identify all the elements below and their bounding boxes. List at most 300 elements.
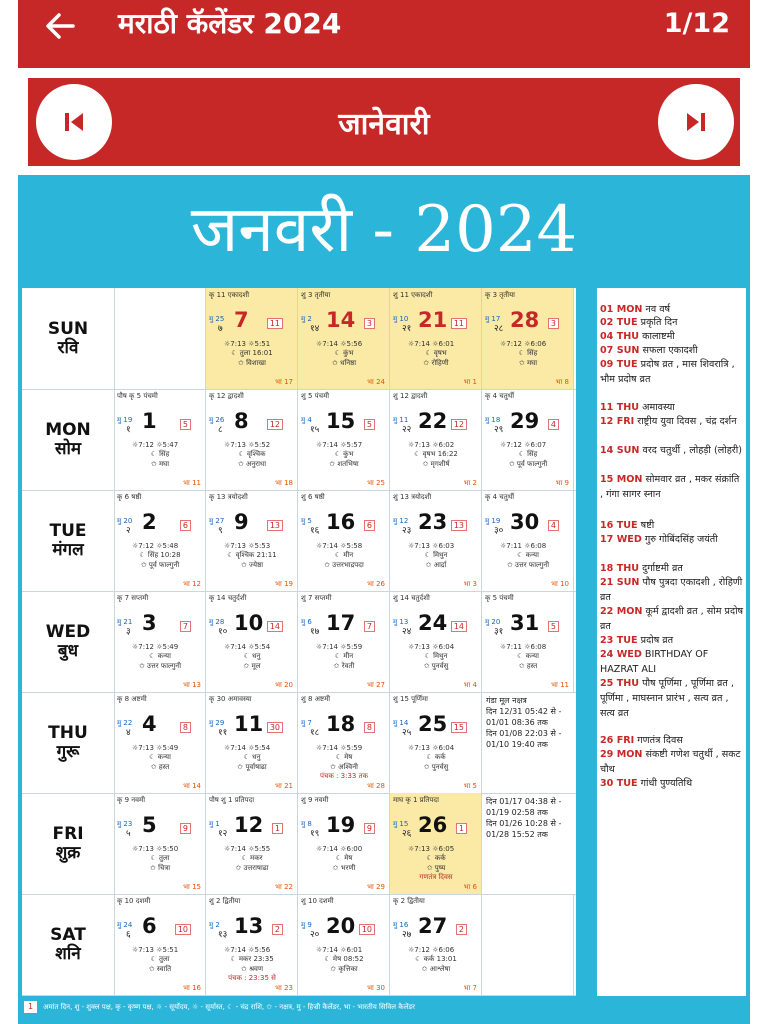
date-cell[interactable] — [114, 591, 206, 692]
nakshatra: ✩ उत्तरभाद्रपदा — [324, 561, 364, 569]
tithi-number-badge: 1 — [456, 823, 467, 834]
tithi-number-badge: 15 — [451, 722, 467, 733]
moon-sign: ☾ मिथुन — [424, 652, 448, 660]
tithi-number-badge: 2 — [272, 924, 283, 935]
nakshatra: ✩ मघा — [518, 359, 538, 367]
nakshatra: ✩ पुनर्वसु — [423, 662, 449, 670]
hijri-date: मु 24 — [117, 921, 133, 929]
tithi-number-badge: 11 — [451, 318, 467, 329]
hijri-date: मु 22 — [117, 719, 133, 727]
indian-civil-date: भा 27 — [367, 681, 385, 689]
tithi-number-badge: 13 — [451, 520, 467, 531]
nakshatra: ✩ पूर्व फाल्गुनी — [140, 561, 180, 569]
gregorian-date: 10 — [234, 611, 264, 635]
event-date: 29 MON — [600, 749, 643, 760]
marathi-numeral-date: १ — [126, 425, 131, 435]
gregorian-date: 24 — [418, 611, 448, 635]
date-cell[interactable] — [482, 591, 574, 692]
tithi-label: शु 5 पंचमी — [301, 392, 330, 400]
event-date: 16 TUE — [600, 520, 638, 531]
event-item — [600, 647, 744, 677]
moon-sign: ☾ तुला 16:01 — [231, 349, 273, 357]
event-date: 23 TUE — [600, 635, 638, 646]
event-title: गुरु गोबिंदसिंह जयंती — [644, 534, 718, 545]
calendar-title: जनवरी - 2024 — [190, 193, 578, 267]
calendar-week-row — [22, 894, 576, 996]
gregorian-date: 15 — [326, 409, 356, 433]
date-cell[interactable] — [206, 389, 298, 490]
nakshatra: ✩ हस्त — [518, 662, 538, 670]
tithi-number-badge: 3 — [548, 318, 559, 329]
indian-civil-date: भा 14 — [183, 782, 201, 790]
marathi-numeral-date: २२ — [402, 425, 412, 435]
page-indicator: 1/12 — [663, 8, 730, 39]
calendar-week-row — [22, 692, 576, 794]
event-item — [600, 532, 744, 547]
date-cell[interactable] — [114, 894, 206, 995]
marathi-numeral-date: २० — [310, 930, 320, 940]
moon-sign: ☾ कन्या — [149, 652, 171, 660]
indian-civil-date: भा 5 — [463, 782, 477, 790]
moon-sign: ☾ मेष 08:52 — [324, 955, 364, 963]
date-cell[interactable] — [114, 793, 206, 894]
moon-sign: ☾ तुला — [150, 854, 170, 862]
sunrise-sunset-times: ☼7:13 ☼5:50 — [132, 845, 179, 853]
sunrise-sunset-times: ☼7:14 ☼5:54 — [224, 744, 271, 752]
marathi-numeral-date: १५ — [310, 425, 320, 435]
calendar-week-row — [22, 389, 576, 491]
event-date: 11 THU — [600, 402, 640, 413]
nakshatra: ✩ उत्तर फाल्गुनी — [138, 662, 182, 670]
marathi-numeral-date: २ — [126, 526, 131, 536]
marathi-numeral-date: १४ — [310, 324, 320, 334]
tithi-number-badge: 6 — [180, 520, 191, 531]
event-date: 09 TUE — [600, 359, 638, 370]
tithi-label: कृ 10 दशमी — [117, 897, 151, 905]
date-cell[interactable] — [298, 490, 390, 591]
weekday-marathi: गुरू — [56, 741, 80, 762]
date-cell[interactable] — [390, 490, 482, 591]
date-cell[interactable] — [206, 490, 298, 591]
event-item — [600, 604, 744, 634]
moon-sign: ☾ मकर — [241, 854, 263, 862]
weekday-label — [22, 288, 115, 389]
hijri-date: मु 23 — [117, 820, 133, 828]
tithi-number-badge: 12 — [451, 419, 467, 430]
gregorian-date: 4 — [142, 712, 157, 736]
tithi-number-badge: 4 — [548, 520, 559, 531]
gregorian-date: 8 — [234, 409, 249, 433]
hijri-date: मु 16 — [393, 921, 409, 929]
gregorian-date: 26 — [418, 813, 448, 837]
tithi-label: कृ 6 षष्ठी — [117, 493, 142, 501]
sunrise-sunset-times: ☼7:13 ☼5:53 — [224, 542, 271, 550]
event-item — [600, 443, 744, 458]
moon-sign: ☾ मिथुन — [424, 551, 448, 559]
sunrise-sunset-times: ☼7:13 ☼5:51 — [132, 946, 179, 954]
tithi-number-badge: 11 — [267, 318, 283, 329]
event-title: गांधी पुण्यतिथि — [640, 778, 693, 789]
gregorian-date: 25 — [418, 712, 448, 736]
event-date: 07 SUN — [600, 345, 640, 356]
gregorian-date: 16 — [326, 510, 356, 534]
events-panel — [597, 288, 746, 996]
event-title: प्रदोष व्रत , मास शिवरात्रि , भौम प्रदोष व्रत — [600, 359, 735, 385]
event-title: षष्टी — [640, 520, 655, 531]
date-cell[interactable] — [390, 591, 482, 692]
tithi-number-badge: 6 — [364, 520, 375, 531]
weekday-english: SUN — [47, 318, 89, 339]
nakshatra: ✩ पुनर्वसु — [423, 763, 449, 771]
tithi-number-badge: 14 — [451, 621, 467, 632]
tithi-number-badge: 5 — [180, 419, 191, 430]
indian-civil-date: भा 22 — [275, 883, 293, 891]
marathi-numeral-date: २६ — [402, 829, 412, 839]
date-cell[interactable] — [298, 389, 390, 490]
hijri-date: मु 26 — [209, 416, 225, 424]
weekday-label — [22, 793, 115, 894]
nakshatra: ✩ श्रवण — [241, 965, 263, 973]
indian-civil-date: भा 4 — [463, 681, 477, 689]
tithi-number-badge: 4 — [548, 419, 559, 430]
calendar-week-row — [22, 288, 576, 390]
weekday-marathi: रवि — [57, 337, 79, 358]
hijri-date: मु 2 — [301, 315, 312, 323]
tithi-label: कृ 30 अमावस्या — [209, 695, 252, 703]
event-item — [600, 357, 744, 387]
event-item — [600, 343, 744, 358]
marathi-numeral-date: ५ — [126, 829, 131, 839]
app-bar — [18, 0, 750, 68]
calendar-week-row — [22, 793, 576, 895]
hijri-date: मु 5 — [301, 517, 312, 525]
nakshatra: ✩ मूल — [243, 662, 261, 670]
moon-sign: ☾ तुला — [150, 955, 170, 963]
event-date: 12 FRI — [600, 416, 635, 427]
date-cell[interactable] — [114, 692, 206, 793]
event-title: सोमवार व्रत , मकर संक्रांति , गंगा सागर स्नान — [600, 474, 740, 500]
tithi-label: शु 9 नवमी — [301, 796, 329, 804]
tithi-label: कृ 14 चतुर्दशी — [209, 594, 247, 602]
hijri-date: मु 14 — [393, 719, 409, 727]
tithi-number-badge: 9 — [364, 823, 375, 834]
next-month-button[interactable] — [658, 84, 734, 160]
sunrise-sunset-times: ☼7:12 ☼6:06 — [500, 340, 547, 348]
moon-sign: ☾ मेष — [335, 753, 353, 761]
date-cell[interactable] — [206, 894, 298, 995]
nakshatra: ✩ ज्येष्ठा — [240, 561, 264, 569]
sunrise-sunset-times: ☼7:13 ☼6:04 — [408, 744, 455, 752]
nakshatra: ✩ भरणी — [332, 864, 356, 872]
date-cell[interactable] — [482, 490, 574, 591]
date-cell[interactable] — [298, 894, 390, 995]
event-title: वरद चतुर्थी , लोहड़ी (लोहरी) — [642, 445, 742, 456]
gregorian-date: 31 — [510, 611, 540, 635]
indian-civil-date: भा 2 — [463, 479, 477, 487]
moon-sign: ☾ मेष — [335, 854, 353, 862]
gregorian-date: 3 — [142, 611, 157, 635]
event-item — [600, 414, 744, 429]
gregorian-date: 14 — [326, 308, 356, 332]
weekday-english: WED — [45, 621, 91, 642]
event-date: 21 SUN — [600, 577, 640, 588]
hijri-date: मु 21 — [117, 618, 133, 626]
nakshatra: ✩ शतभिषा — [329, 460, 359, 468]
event-date: 15 MON — [600, 474, 643, 485]
nakshatra: ✩ उत्तर फाल्गुनी — [506, 561, 550, 569]
event-title: प्रकृति दिन — [640, 317, 678, 328]
tithi-label: कृ 2 द्वितीया — [393, 897, 425, 905]
festival-note: गणतंत्र दिवस — [419, 873, 453, 881]
sunrise-sunset-times: ☼7:13 ☼5:49 — [132, 744, 179, 752]
event-date: 04 THU — [600, 331, 640, 342]
date-cell[interactable] — [206, 288, 298, 389]
sunrise-sunset-times: ☼7:14 ☼5:59 — [316, 643, 363, 651]
sunrise-sunset-times: ☼7:11 ☼6:08 — [500, 542, 547, 550]
date-cell[interactable] — [390, 793, 482, 894]
date-cell[interactable] — [114, 490, 206, 591]
date-cell[interactable] — [298, 692, 390, 793]
indian-civil-date: भा 28 — [367, 782, 385, 790]
nakshatra: ✩ चित्रा — [149, 864, 171, 872]
event-title: BIRTHDAY OF HAZRAT ALI — [600, 649, 709, 675]
tithi-label: कृ 7 सप्तमी — [117, 594, 149, 602]
festival-note: पंचक : 23:35 से — [228, 974, 276, 982]
sunrise-sunset-times: ☼7:13 ☼6:05 — [408, 845, 455, 853]
event-item — [600, 472, 744, 502]
date-cell[interactable] — [390, 692, 482, 793]
moon-sign: ☾ वृषभ 16:22 — [414, 450, 458, 458]
marathi-numeral-date: २१ — [402, 324, 412, 334]
hijri-date: मु 10 — [393, 315, 409, 323]
date-cell[interactable] — [206, 591, 298, 692]
date-cell[interactable] — [114, 389, 206, 490]
nakshatra: ✩ मृगशीर्ष — [422, 460, 450, 468]
back-button[interactable] — [40, 6, 80, 46]
gregorian-date: 30 — [510, 510, 540, 534]
hijri-date: मु 6 — [301, 618, 312, 626]
marathi-numeral-date: १७ — [310, 627, 320, 637]
moon-sign: ☾ कुंभ — [334, 450, 354, 458]
event-title: राष्ट्रीय युवा दिवस , चंद्र दर्शन — [637, 416, 737, 427]
tithi-label: शु 3 तृतीया — [301, 291, 331, 299]
date-cell[interactable] — [206, 692, 298, 793]
weekday-label — [22, 894, 115, 995]
moon-sign: ☾ कन्या — [517, 652, 539, 660]
event-item — [600, 747, 744, 777]
tithi-number-badge: 13 — [267, 520, 283, 531]
moon-sign: ☾ वृषभ — [425, 349, 447, 357]
indian-civil-date: भा 9 — [555, 479, 569, 487]
indian-civil-date: भा 6 — [463, 883, 477, 891]
gregorian-date: 11 — [234, 712, 264, 736]
indian-civil-date: भा 26 — [367, 580, 385, 588]
moon-sign: ☾ धनु — [243, 753, 261, 761]
indian-civil-date: भा 10 — [551, 580, 569, 588]
event-date: 02 TUE — [600, 317, 638, 328]
indian-civil-date: भा 24 — [367, 378, 385, 386]
moon-sign: ☾ कन्या — [517, 551, 539, 559]
arrow-left-icon — [43, 9, 77, 43]
festival-note: पंचक : 3:33 तक — [320, 772, 368, 780]
sunrise-sunset-times: ☼7:14 ☼5:56 — [224, 946, 271, 954]
weekday-marathi: बुध — [57, 640, 79, 661]
event-title: अमावस्या — [642, 402, 675, 413]
indian-civil-date: भा 18 — [275, 479, 293, 487]
nakshatra: ✩ अश्विनी — [330, 763, 358, 771]
nakshatra: ✩ आश्लेषा — [421, 965, 451, 973]
date-cell[interactable] — [298, 793, 390, 894]
gregorian-date: 12 — [234, 813, 264, 837]
sunrise-sunset-times: ☼7:13 ☼6:03 — [408, 542, 455, 550]
date-cell[interactable] — [390, 288, 482, 389]
indian-civil-date: भा 23 — [275, 984, 293, 992]
tithi-label: कृ 12 द्वादशी — [209, 392, 244, 400]
tithi-number-badge: 12 — [267, 419, 283, 430]
marathi-numeral-date: १९ — [310, 829, 320, 839]
empty-date-cell — [114, 288, 206, 389]
gregorian-date: 7 — [234, 308, 249, 332]
marathi-numeral-date: २३ — [402, 526, 412, 536]
marathi-numeral-date: २८ — [494, 324, 504, 334]
tithi-label: शु 14 चतुर्दशी — [393, 594, 430, 602]
hijri-date: मु 20 — [485, 618, 501, 626]
tithi-number-badge: 5 — [548, 621, 559, 632]
indian-civil-date: भा 12 — [183, 580, 201, 588]
moon-sign: ☾ कर्क — [426, 854, 446, 862]
date-cell[interactable] — [298, 288, 390, 389]
indian-civil-date: भा 19 — [275, 580, 293, 588]
sunrise-sunset-times: ☼7:14 ☼5:55 — [224, 845, 271, 853]
event-date: 25 THU — [600, 678, 640, 689]
gregorian-date: 21 — [418, 308, 448, 332]
event-date: 22 MON — [600, 606, 643, 617]
nakshatra: ✩ रोहिणी — [423, 359, 449, 367]
event-date: 30 TUE — [600, 778, 638, 789]
sunrise-sunset-times: ☼7:13 ☼5:52 — [224, 441, 271, 449]
moon-sign: ☾ मीन — [334, 652, 354, 660]
weekday-marathi: शुक्र — [55, 842, 81, 863]
legend-text: अमांत दिन, शु - शुक्ल पक्ष, कृ - कृष्ण पक्ष, ☼ - सूर्योदय, ☼ - सूर्यास्त, ☾ - चंद्र राशि, ✩ - नक्षत्र, मु - हिज्री कैलेंडर, भा - भारतीय सिविल कैलेंडर — [43, 1003, 415, 1011]
tithi-number-badge: 1 — [272, 823, 283, 834]
marathi-numeral-date: ६ — [126, 930, 131, 940]
date-cell[interactable] — [482, 288, 574, 389]
event-title: कालाष्टमी — [642, 331, 675, 342]
tithi-number-badge: 2 — [456, 924, 467, 935]
hijri-date: मु 1 — [209, 820, 220, 828]
marathi-numeral-date: १८ — [310, 728, 320, 738]
event-title: पौष पुत्रदा एकादशी , रोहिणी व्रत — [600, 577, 743, 603]
event-item — [600, 400, 744, 415]
hijri-date: मु 20 — [117, 517, 133, 525]
marathi-numeral-date: १६ — [310, 526, 320, 536]
month-name: जानेवारी — [338, 107, 430, 142]
hijri-date: मु 13 — [393, 618, 409, 626]
hijri-date: मु 27 — [209, 517, 225, 525]
hijri-date: मु 12 — [393, 517, 409, 525]
moon-sign: ☾ कुंभ — [334, 349, 354, 357]
hijri-date: मु 17 — [485, 315, 501, 323]
sunrise-sunset-times: ☼7:12 ☼6:06 — [408, 946, 455, 954]
sunrise-sunset-times: ☼7:14 ☼5:56 — [316, 340, 363, 348]
tithi-number-badge: 30 — [267, 722, 283, 733]
event-item — [600, 329, 744, 344]
gand-mool-note: दिन 01/17 04:38 से - 01/19 02:58 तक दिन 01/26 10:28 से - 01/28 15:52 तक — [486, 797, 562, 839]
date-cell[interactable] — [482, 389, 574, 490]
nakshatra: ✩ उत्तराषाढा — [235, 864, 269, 872]
tithi-label: कृ 9 नवमी — [117, 796, 146, 804]
hijri-date: मु 9 — [301, 921, 312, 929]
event-item — [600, 633, 744, 648]
calendar-legend — [24, 998, 574, 1016]
sunrise-sunset-times: ☼7:14 ☼6:01 — [316, 946, 363, 954]
moon-sign: ☾ सिंह — [518, 349, 538, 357]
hijri-date: मु 19 — [117, 416, 133, 424]
indian-civil-date: भा 1 — [463, 378, 477, 386]
hijri-date: मु 18 — [485, 416, 501, 424]
moon-sign: ☾ कर्क 13:01 — [415, 955, 457, 963]
hijri-date: मु 4 — [301, 416, 312, 424]
tithi-number-badge: 9 — [180, 823, 191, 834]
date-cell[interactable] — [390, 894, 482, 995]
marathi-numeral-date: २७ — [402, 930, 412, 940]
indian-civil-date: भा 7 — [463, 984, 477, 992]
tithi-label: शु 11 एकादशी — [393, 291, 433, 299]
date-cell[interactable] — [206, 793, 298, 894]
tithi-number-badge: 7 — [180, 621, 191, 632]
weekday-marathi: सोम — [54, 438, 82, 459]
nakshatra: ✩ आर्द्रा — [425, 561, 447, 569]
weekday-label — [22, 389, 115, 490]
marathi-numeral-date: १२ — [218, 829, 228, 839]
date-cell[interactable] — [298, 591, 390, 692]
tithi-label: शु 6 षष्ठी — [301, 493, 325, 501]
gregorian-date: 17 — [326, 611, 356, 635]
gregorian-date: 6 — [142, 914, 157, 938]
marathi-numeral-date: २९ — [494, 425, 504, 435]
calendar-week-row — [22, 490, 576, 592]
event-item — [600, 561, 744, 576]
tithi-label: कृ 11 एकादशी — [209, 291, 250, 299]
marathi-numeral-date: ३ — [126, 627, 131, 637]
marathi-numeral-date: २५ — [402, 728, 412, 738]
sunrise-sunset-times: ☼7:14 ☼6:00 — [316, 845, 363, 853]
app-title: मराठी कॅलेंडर 2024 — [118, 7, 342, 40]
marathi-numeral-date: ११ — [218, 728, 228, 738]
sunrise-sunset-times: ☼7:14 ☼5:57 — [316, 441, 363, 449]
weekday-english: SAT — [50, 924, 86, 945]
event-date: 01 MON — [600, 304, 643, 315]
tithi-label: शु 8 अष्टमी — [301, 695, 331, 703]
indian-civil-date: भा 25 — [367, 479, 385, 487]
indian-civil-date: भा 30 — [367, 984, 385, 992]
event-date: 17 WED — [600, 534, 642, 545]
tithi-label: कृ 13 त्रयोदशी — [209, 493, 248, 501]
indian-civil-date: भा 8 — [555, 378, 569, 386]
moon-sign: ☾ मकर 23:35 — [230, 955, 274, 963]
indian-civil-date: भा 15 — [183, 883, 201, 891]
tithi-label: शु 2 द्वितीया — [209, 897, 241, 905]
marathi-numeral-date: २४ — [402, 627, 412, 637]
tithi-label: माघ कृ 1 प्रतिपदा — [393, 796, 439, 804]
indian-civil-date: भा 20 — [275, 681, 293, 689]
nakshatra: ✩ कृत्तिका — [330, 965, 358, 973]
date-cell[interactable] — [390, 389, 482, 490]
gregorian-date: 20 — [326, 914, 356, 938]
hijri-date: मु 2 — [209, 921, 220, 929]
tithi-label: शु 15 पूर्णिमा — [393, 695, 428, 703]
marathi-numeral-date: ९ — [218, 526, 223, 536]
